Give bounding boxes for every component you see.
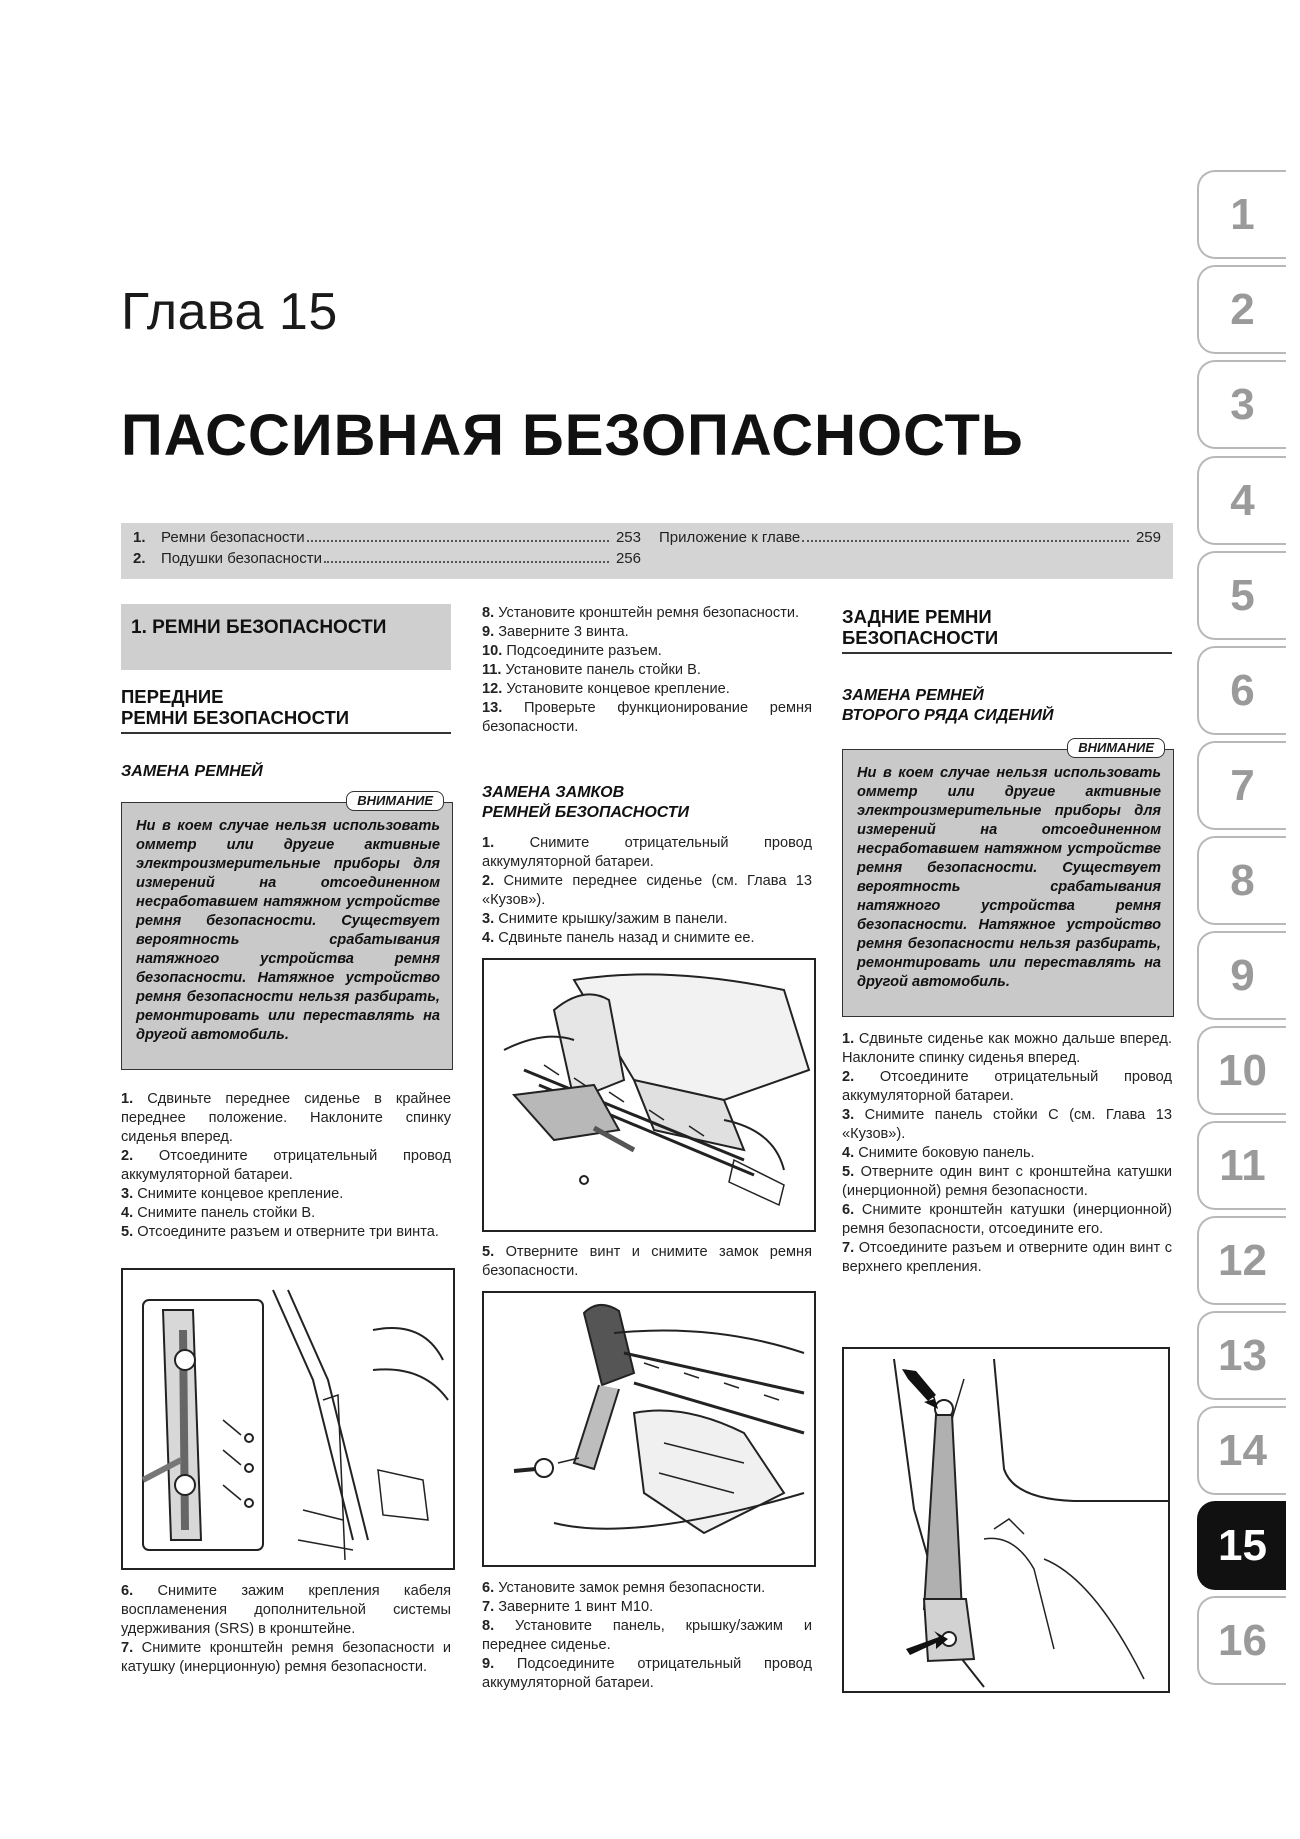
italic-heading: ЗАМЕНА ЗАМКОВ РЕМНЕЙ БЕЗОПАСНОСТИ bbox=[482, 784, 690, 821]
steps-list bbox=[482, 604, 812, 737]
list-item: 6. Установите замок ремня безопасности. bbox=[482, 1580, 766, 1596]
toc-item-label: Приложение к главе bbox=[659, 529, 801, 546]
chapter-tab-16[interactable]: 16 bbox=[1197, 1596, 1286, 1685]
toc-leader bbox=[307, 540, 609, 542]
list-item: 2. Снимите переднее сиденье (см. Глава 13 «Кузов»). bbox=[482, 873, 812, 908]
figure-seat-rail bbox=[482, 958, 816, 1232]
list-item: 12. Установите концевое крепление. bbox=[482, 681, 730, 697]
figure-buckle bbox=[482, 1291, 816, 1567]
list-item: 10. Подсоедините разъем. bbox=[482, 643, 662, 659]
section-heading: 1. РЕМНИ БЕЗОПАСНОСТИ bbox=[131, 617, 387, 638]
list-item: 7. Снимите кронштейн ремня безопасности и катушку (инерционную) ремня безопасности. bbox=[121, 1640, 451, 1675]
buckle-illustration bbox=[484, 1293, 814, 1565]
warning-box bbox=[121, 793, 453, 1070]
toc-item-label: Подушки безопасности bbox=[161, 550, 323, 567]
rear-belt-illustration bbox=[844, 1349, 1168, 1691]
chapter-tab-4[interactable]: 4 bbox=[1197, 456, 1286, 545]
chapter-tab-6[interactable]: 6 bbox=[1197, 646, 1286, 735]
chapter-tab-2[interactable]: 2 bbox=[1197, 265, 1286, 354]
list-item: 4. Снимите панель стойки B. bbox=[121, 1205, 316, 1221]
list-item: 2. Отсоедините отрицательный провод аккумуляторной батареи. bbox=[842, 1069, 1172, 1104]
chapter-label: Глава 15 bbox=[121, 283, 338, 341]
toc-page: 259 bbox=[1135, 529, 1161, 546]
list-item: 9. Заверните 3 винта. bbox=[482, 624, 629, 640]
toc-page: 256 bbox=[615, 550, 641, 567]
warning-badge: ВНИМАНИЕ bbox=[346, 791, 444, 811]
italic-heading: ЗАМЕНА РЕМНЕЙ ВТОРОГО РЯДА СИДЕНИЙ bbox=[842, 687, 1054, 724]
list-item: 13. Проверьте функционирование ремня безопасности. bbox=[482, 700, 812, 735]
toc-page: 253 bbox=[615, 529, 641, 546]
list-item: 7. Заверните 1 винт M10. bbox=[482, 1599, 654, 1615]
list-item: 1. Сдвиньте переднее сиденье в крайнее переднее положение. Наклоните спинку сиденья вперед. bbox=[121, 1091, 451, 1145]
list-item: 5. Отверните один винт с кронштейна катушки (инерционной) ремня безопасности. bbox=[842, 1164, 1172, 1199]
toc-bar bbox=[121, 523, 1173, 579]
subsection-heading: ПЕРЕДНИЕ РЕМНИ БЕЗОПАСНОСТИ bbox=[121, 686, 451, 734]
chapter-tab-1[interactable]: 1 bbox=[1197, 170, 1286, 259]
list-item: 9. Подсоедините отрицательный провод аккумуляторной батареи. bbox=[482, 1656, 812, 1691]
list-item: 3. Снимите концевое крепление. bbox=[121, 1186, 344, 1202]
list-item: 3. Снимите крышку/зажим в панели. bbox=[482, 911, 728, 927]
list-item: 6. Снимите кронштейн катушки (инерционной) ремня безопасности, отсоедините его. bbox=[842, 1202, 1172, 1237]
figure-pillar-b bbox=[121, 1268, 455, 1570]
subsection-heading: ЗАДНИЕ РЕМНИ БЕЗОПАСНОСТИ bbox=[842, 606, 1172, 654]
page-title: ПАССИВНАЯ БЕЗОПАСНОСТЬ bbox=[121, 403, 1024, 468]
steps-list bbox=[842, 1030, 1172, 1277]
list-item: 1. Снимите отрицательный провод аккумуляторной батареи. bbox=[482, 835, 812, 870]
chapter-tab-14[interactable]: 14 bbox=[1197, 1406, 1286, 1495]
toc-item-1[interactable]: 1. Ремни безопасности 253 bbox=[133, 529, 641, 546]
steps-list bbox=[482, 834, 812, 948]
list-item: 4. Снимите боковую панель. bbox=[842, 1145, 1035, 1161]
list-item: 3. Снимите панель стойки C (см. Глава 13 «Кузов»). bbox=[842, 1107, 1172, 1142]
steps-list bbox=[482, 1579, 812, 1693]
list-item: 8. Установите кронштейн ремня безопасности. bbox=[482, 605, 800, 621]
chapter-tab-11[interactable]: 11 bbox=[1197, 1121, 1286, 1210]
warning-box bbox=[842, 740, 1174, 1017]
toc-appendix[interactable] bbox=[659, 529, 1161, 546]
toc-item-label: Ремни безопасности bbox=[161, 529, 305, 546]
seat-rail-illustration bbox=[484, 960, 814, 1230]
list-item: 7. Отсоедините разъем и отверните один винт с верхнего крепления. bbox=[842, 1240, 1172, 1275]
chapter-tab-9[interactable]: 9 bbox=[1197, 931, 1286, 1020]
toc-item-2[interactable]: 2. Подушки безопасности 256 bbox=[133, 550, 641, 567]
toc-leader bbox=[802, 540, 1129, 542]
list-item: 4. Сдвиньте панель назад и снимите ее. bbox=[482, 930, 755, 946]
list-item: 5. Отсоедините разъем и отверните три винта. bbox=[121, 1224, 439, 1240]
italic-heading: ЗАМЕНА РЕМНЕЙ bbox=[121, 763, 263, 780]
toc-leader bbox=[324, 561, 609, 563]
list-item: 5. Отверните винт и снимите замок ремня безопасности. bbox=[482, 1244, 812, 1279]
chapter-tab-15[interactable]: 15 bbox=[1197, 1501, 1286, 1590]
chapter-tab-7[interactable]: 7 bbox=[1197, 741, 1286, 830]
steps-list bbox=[482, 1243, 812, 1281]
warning-text: Ни в коем случае нельзя использовать омметр или другие активные электроизмерительные приборы для измерений на отсоединенном несработавшем натяжном устройстве ремня безопасности. Существует вероятность срабатывания натяжного устройства ремня безопасности. Натяжное устройство ремня безопасности нельзя разбирать, ремонтировать или переставлять на другой автомобиль. bbox=[136, 818, 440, 1043]
chapter-tab-3[interactable]: 3 bbox=[1197, 360, 1286, 449]
chapter-tab-8[interactable]: 8 bbox=[1197, 836, 1286, 925]
steps-list bbox=[121, 1582, 451, 1677]
section-heading-box bbox=[121, 604, 451, 670]
warning-badge: ВНИМАНИЕ bbox=[1067, 738, 1165, 758]
warning-text: Ни в коем случае нельзя использовать омметр или другие активные электроизмерительные приборы для измерений на отсоединенном несработавшем натяжном устройстве ремня безопасности. Существует вероятность срабатывания натяжного устройства ремня безопасности. Натяжное устройство ремня безопасности нельзя разбирать, ремонтировать или переставлять на другой автомобиль. bbox=[857, 765, 1161, 990]
list-item: 6. Снимите зажим крепления кабеля воспламенения дополнительной системы удерживания (SRS) в кронштейне. bbox=[121, 1583, 451, 1637]
steps-list bbox=[121, 1090, 451, 1242]
list-item: 8. Установите панель, крышку/зажим и переднее сиденье. bbox=[482, 1618, 812, 1653]
chapter-tab-5[interactable]: 5 bbox=[1197, 551, 1286, 640]
list-item: 2. Отсоедините отрицательный провод аккумуляторной батареи. bbox=[121, 1148, 451, 1183]
chapter-tab-13[interactable]: 13 bbox=[1197, 1311, 1286, 1400]
chapter-tab-12[interactable]: 12 bbox=[1197, 1216, 1286, 1305]
chapter-tab-10[interactable]: 10 bbox=[1197, 1026, 1286, 1115]
pillar-b-illustration bbox=[123, 1270, 453, 1568]
figure-rear-belt bbox=[842, 1347, 1170, 1693]
list-item: 1. Сдвиньте сиденье как можно дальше вперед. Наклоните спинку сиденья вперед. bbox=[842, 1031, 1172, 1066]
list-item: 11. Установите панель стойки B. bbox=[482, 662, 701, 678]
